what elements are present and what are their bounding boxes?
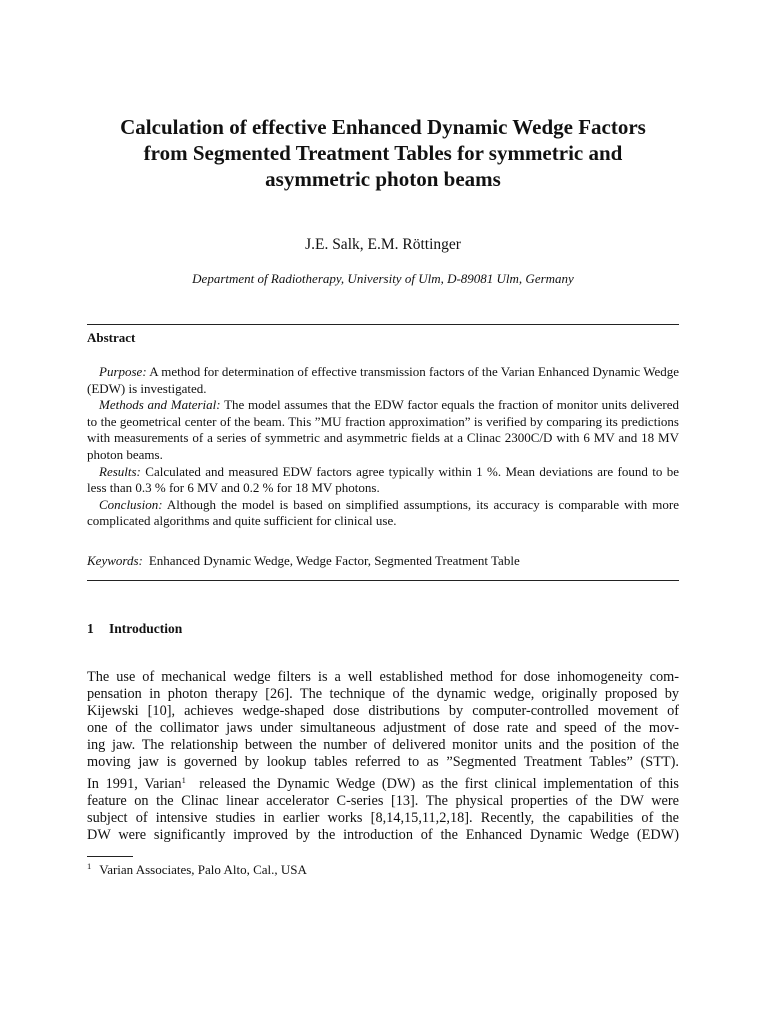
intro-line-5: ing jaw. The relationship between the number of delivered monitor units and the position of the — [87, 737, 679, 754]
paper-title — [87, 114, 679, 192]
abstract-purpose — [87, 364, 679, 397]
intro-line-3: Kijewski [10], achieves wedge-shaped dose distributions by computer-controlled movement of — [87, 703, 679, 720]
affiliation: Department of Radiotherapy, University of Ulm, D-89081 Ulm, Germany — [192, 271, 574, 286]
intro-line-2: pensation in photon therapy [26]. The technique of the dynamic wedge, originally proposed by — [87, 686, 679, 703]
abstract-heading: Abstract — [87, 330, 136, 345]
intro-line-8: feature on the Clinac linear accelerator C-series [13]. The physical properties of the DW were — [87, 792, 679, 809]
purpose-text: A method for determination of effective transmission factors of the Varian Enhanced Dynamic Wedge (EDW) is investigated. — [87, 364, 679, 396]
section-heading-introduction — [87, 621, 182, 637]
intro-line-7 — [87, 772, 679, 793]
abstract-bottom-rule — [87, 580, 679, 581]
title-line-1: Calculation of effective Enhanced Dynamic Wedge Factors — [120, 115, 646, 139]
abstract-conclusion — [87, 497, 679, 530]
results-label: Results: — [99, 463, 141, 479]
purpose-label: Purpose: — [99, 364, 147, 379]
authors: J.E. Salk, E.M. Röttinger — [305, 236, 461, 253]
intro-line-6: moving jaw is governed by lookup tables referred to as ”Segmented Treatment Tables” (STT). — [87, 754, 679, 771]
abstract-top-rule — [87, 324, 679, 325]
methods-text: The model assumes that the EDW factor equals the fraction of monitor units delivered to the geometrical center of the beam. This ”MU fraction approximation” is verified by comparing its predictions with measurements of a series of symmetric and asymmetric fields at a Clinac 2300C/D with 6 MV and 18 MV photon beams. — [87, 397, 680, 462]
footnote — [87, 861, 307, 878]
abstract-results — [87, 464, 679, 497]
title-line-2: from Segmented Treatment Tables for symmetric and — [143, 141, 623, 165]
intro-line-7-prefix: In 1991, Varian — [87, 775, 182, 792]
footnote-text: Varian Associates, Palo Alto, Cal., USA — [99, 862, 307, 877]
keywords-text: Enhanced Dynamic Wedge, Wedge Factor, Segmented Treatment Table — [148, 553, 520, 568]
introduction-body — [87, 669, 679, 844]
intro-line-10: DW were significantly improved by the introduction of the Enhanced Dynamic Wedge (EDW) — [87, 826, 679, 843]
intro-line-4: one of the collimator jaws under simultaneous adjustment of dose rate and speed of the mov- — [87, 720, 679, 737]
keywords — [87, 553, 520, 569]
results-text: Calculated and measured EDW factors agree typically within 1 %. Mean deviations are found to be less than 0.3 % for 6 MV and 0.2 % for 18 MV photons. — [87, 463, 679, 496]
abstract-methods — [87, 397, 679, 463]
intro-line-7-rest: released the Dynamic Wedge (DW) as the first clinical implementation of this — [199, 775, 679, 792]
conclusion-label: Conclusion: — [99, 496, 163, 512]
footnote-mark: 1 — [87, 861, 92, 871]
abstract-body — [87, 364, 679, 530]
intro-line-9: subject of intensive studies in earlier works [8,14,15,11,2,18]. Recently, the capabilities of the — [87, 809, 679, 826]
section-title: Introduction — [109, 621, 183, 636]
footnote-rule — [87, 856, 133, 857]
title-line-3: asymmetric photon beams — [265, 167, 501, 191]
methods-label: Methods and Material: — [99, 397, 221, 413]
footnote-reference: 1 — [181, 774, 186, 785]
intro-line-1: The use of mechanical wedge filters is a well established method for dose inhomogeneity com- — [87, 669, 679, 685]
conclusion-text: Although the model is based on simplified assumptions, its accuracy is comparable with more complicated algorithms and quite sufficient for clinical use. — [87, 496, 679, 529]
keywords-label: Keywords: — [87, 553, 143, 568]
section-number: 1 — [87, 621, 94, 636]
